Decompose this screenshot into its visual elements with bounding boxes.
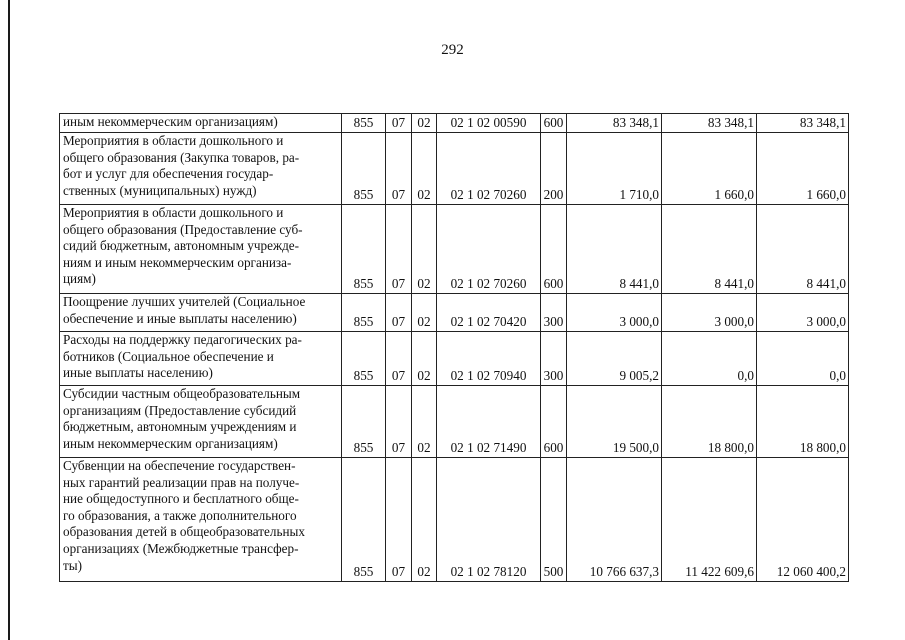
amount-year-3: 12 060 400,2 <box>757 458 849 582</box>
row-description: Поощрение лучших учителей (Социальное обеспечение и иные выплаты населению) <box>60 294 342 332</box>
table-row <box>60 114 849 133</box>
amount-year-2: 11 422 609,6 <box>662 458 757 582</box>
expense-type-code: 600 <box>541 114 567 133</box>
amount-year-3: 1 660,0 <box>757 133 849 205</box>
expense-type-code: 300 <box>541 332 567 386</box>
target-article-code: 02 1 02 00590 <box>437 114 541 133</box>
row-description: Мероприятия в области дошкольного и общего образования (Предоставление суб- сидий бюджетным, автономным учрежде- ниям и иным некоммерческим организа- циям) <box>60 205 342 294</box>
row-description: Расходы на поддержку педагогических ра- ботников (Социальное обеспечение и иные выплаты населению) <box>60 332 342 386</box>
subsection-code: 02 <box>412 205 437 294</box>
amount-year-1: 9 005,2 <box>567 332 662 386</box>
expense-type-code: 200 <box>541 133 567 205</box>
section-code: 07 <box>386 386 412 458</box>
target-article-code: 02 1 02 71490 <box>437 386 541 458</box>
amount-year-1: 1 710,0 <box>567 133 662 205</box>
amount-year-3: 0,0 <box>757 332 849 386</box>
table-row <box>60 332 849 386</box>
section-code: 07 <box>386 458 412 582</box>
row-description: иным некоммерческим организациям) <box>60 114 342 133</box>
target-article-code: 02 1 02 70260 <box>437 133 541 205</box>
amount-year-1: 83 348,1 <box>567 114 662 133</box>
expense-type-code: 500 <box>541 458 567 582</box>
table-row <box>60 205 849 294</box>
section-code: 07 <box>386 205 412 294</box>
subsection-code: 02 <box>412 386 437 458</box>
section-code: 07 <box>386 114 412 133</box>
amount-year-2: 8 441,0 <box>662 205 757 294</box>
subsection-code: 02 <box>412 133 437 205</box>
ministry-code: 855 <box>342 332 386 386</box>
ministry-code: 855 <box>342 205 386 294</box>
amount-year-3: 18 800,0 <box>757 386 849 458</box>
ministry-code: 855 <box>342 114 386 133</box>
ministry-code: 855 <box>342 458 386 582</box>
amount-year-2: 3 000,0 <box>662 294 757 332</box>
table-row <box>60 294 849 332</box>
amount-year-1: 8 441,0 <box>567 205 662 294</box>
target-article-code: 02 1 02 78120 <box>437 458 541 582</box>
amount-year-1: 3 000,0 <box>567 294 662 332</box>
row-description: Субсидии частным общеобразовательным организациям (Предоставление субсидий бюджетным, автономным учреждениям и иным некоммерческим организациям) <box>60 386 342 458</box>
expense-type-code: 600 <box>541 205 567 294</box>
ministry-code: 855 <box>342 386 386 458</box>
subsection-code: 02 <box>412 332 437 386</box>
subsection-code: 02 <box>412 114 437 133</box>
subsection-code: 02 <box>412 458 437 582</box>
table-row <box>60 386 849 458</box>
section-code: 07 <box>386 294 412 332</box>
amount-year-3: 3 000,0 <box>757 294 849 332</box>
section-code: 07 <box>386 133 412 205</box>
target-article-code: 02 1 02 70940 <box>437 332 541 386</box>
subsection-code: 02 <box>412 294 437 332</box>
scan-edge-line <box>8 0 10 640</box>
amount-year-2: 0,0 <box>662 332 757 386</box>
expense-type-code: 600 <box>541 386 567 458</box>
amount-year-2: 18 800,0 <box>662 386 757 458</box>
ministry-code: 855 <box>342 133 386 205</box>
expense-type-code: 300 <box>541 294 567 332</box>
table-row <box>60 458 849 582</box>
amount-year-1: 10 766 637,3 <box>567 458 662 582</box>
target-article-code: 02 1 02 70260 <box>437 205 541 294</box>
amount-year-1: 19 500,0 <box>567 386 662 458</box>
row-description: Субвенции на обеспечение государствен- ных гарантий реализации прав на получе- ние общедоступного и бесплатного обще- го образования, а также дополнительного образования детей в общеобразовательных организациях (Межбюджетные трансфер- ты) <box>60 458 342 582</box>
amount-year-3: 8 441,0 <box>757 205 849 294</box>
budget-table-body <box>60 114 849 582</box>
ministry-code: 855 <box>342 294 386 332</box>
budget-table <box>59 113 849 582</box>
table-row <box>60 133 849 205</box>
amount-year-2: 1 660,0 <box>662 133 757 205</box>
row-description: Мероприятия в области дошкольного и общего образования (Закупка товаров, ра- бот и услуг для обеспечения государ- ственных (муниципальных) нужд) <box>60 133 342 205</box>
target-article-code: 02 1 02 70420 <box>437 294 541 332</box>
page-number: 292 <box>441 42 464 58</box>
section-code: 07 <box>386 332 412 386</box>
amount-year-3: 83 348,1 <box>757 114 849 133</box>
amount-year-2: 83 348,1 <box>662 114 757 133</box>
